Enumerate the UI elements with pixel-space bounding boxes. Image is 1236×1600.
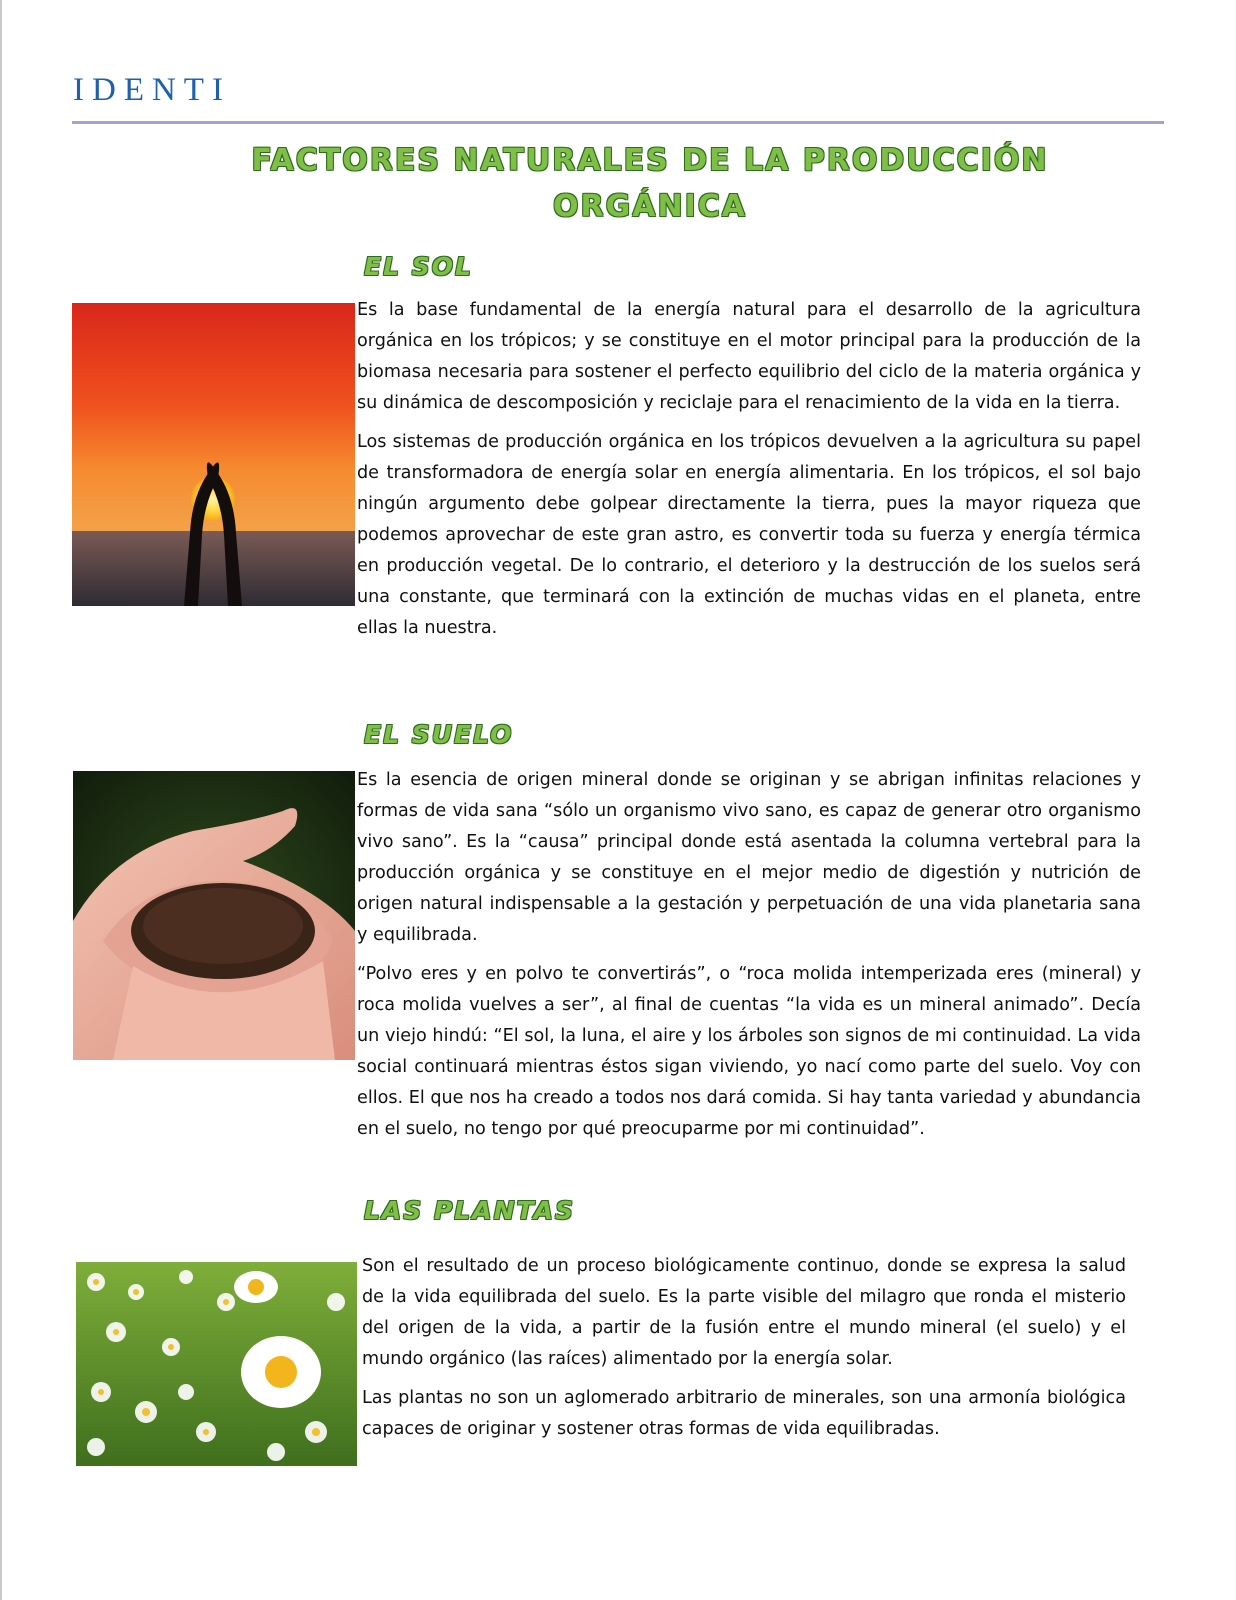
section-heading-suelo: EL SUELO [364,720,514,749]
paragraph: Los sistemas de producción orgánica en los trópicos devuelven a la agricultura su papel de transformadora de energía solar en energía alimentaria. En los trópicos, el sol bajo ningún argumento debe golpear directamente la tierra, pues la mayor riqueza que podemos aprovechar de este gran astro, es convertir toda su fuerza y energía térmica en producción vegetal. De lo contrario, el deterioro y la destrucción de los suelos será una constante, que terminará con la extinción de muchas vidas en el planeta, entre ellas la nuestra. [357,432,1141,638]
section-heading-plantas: LAS PLANTAS [364,1196,575,1225]
section-text-plantas [362,1251,1126,1453]
section-text-sol [357,295,1141,652]
header-brand: IDENTI [73,72,231,108]
page-title [240,138,1060,230]
sunset-hands-heart-photo [72,303,355,606]
paragraph: Es la base fundamental de la energía natural para el desarrollo de la agricultura orgánica en los trópicos; y se constituye en el motor principal para la producción de la biomasa necesaria para sostener el perfecto equilibrio del ciclo de la materia orgánica y su dinámica de descomposición y reciclaje para el renacimiento de la vida en la tierra. [357,300,1141,413]
header-divider [72,121,1164,124]
paragraph: Son el resultado de un proceso biológicamente continuo, donde se expresa la salud de la vida equilibrada del suelo. Es la parte visible del milagro que ronda el misterio del origen de la vida, a partir de la fusión entre el mundo mineral (el suelo) y el mundo orgánico (las raíces) alimentado por la energía solar. [362,1256,1126,1369]
paragraph: Es la esencia de origen mineral donde se originan y se abrigan infinitas relaciones y formas de vida sana “sólo un organismo vivo sano, es capaz de generar otro organismo vivo sano”. Es la “causa” principal donde está asentada la columna vertebral para la producción orgánica y se constituye en el mejor medio de digestión y nutrición de origen natural indispensable a la gestación y perpetuación de una vida planetaria sana y equilibrada. [357,770,1141,945]
page-left-edge [0,0,2,1600]
page-title-line-1: FACTORES NATURALES DE LA PRODUCCIÓN [251,143,1049,178]
paragraph: “Polvo eres y en polvo te convertirás”, o “roca molida intemperizada eres (mineral) y roca molida vuelves a ser”, al final de cuentas “la vida es un mineral animado”. Decía un viejo hindú: “El sol, la luna, el aire y los árboles son signos de mi continuidad. La vida social continuará mientras éstos sigan viviendo, yo nací como parte del suelo. Voy con ellos. El que nos ha creado a todos nos dará comida. Si hay tanta variedad y abundancia en el suelo, no tengo por qué preocuparme por mi continuidad”. [357,964,1141,1139]
page-title-line-2: ORGÁNICA [553,189,747,224]
paragraph: Las plantas no son un aglomerado arbitrario de minerales, son una armonía biológica capaces de originar y sostener otras formas de vida equilibradas. [362,1388,1126,1439]
chamomile-flowers-photo [76,1262,357,1466]
section-text-suelo [357,765,1141,1153]
hands-holding-soil-photo [73,771,355,1060]
section-heading-sol: EL SOL [364,252,473,281]
